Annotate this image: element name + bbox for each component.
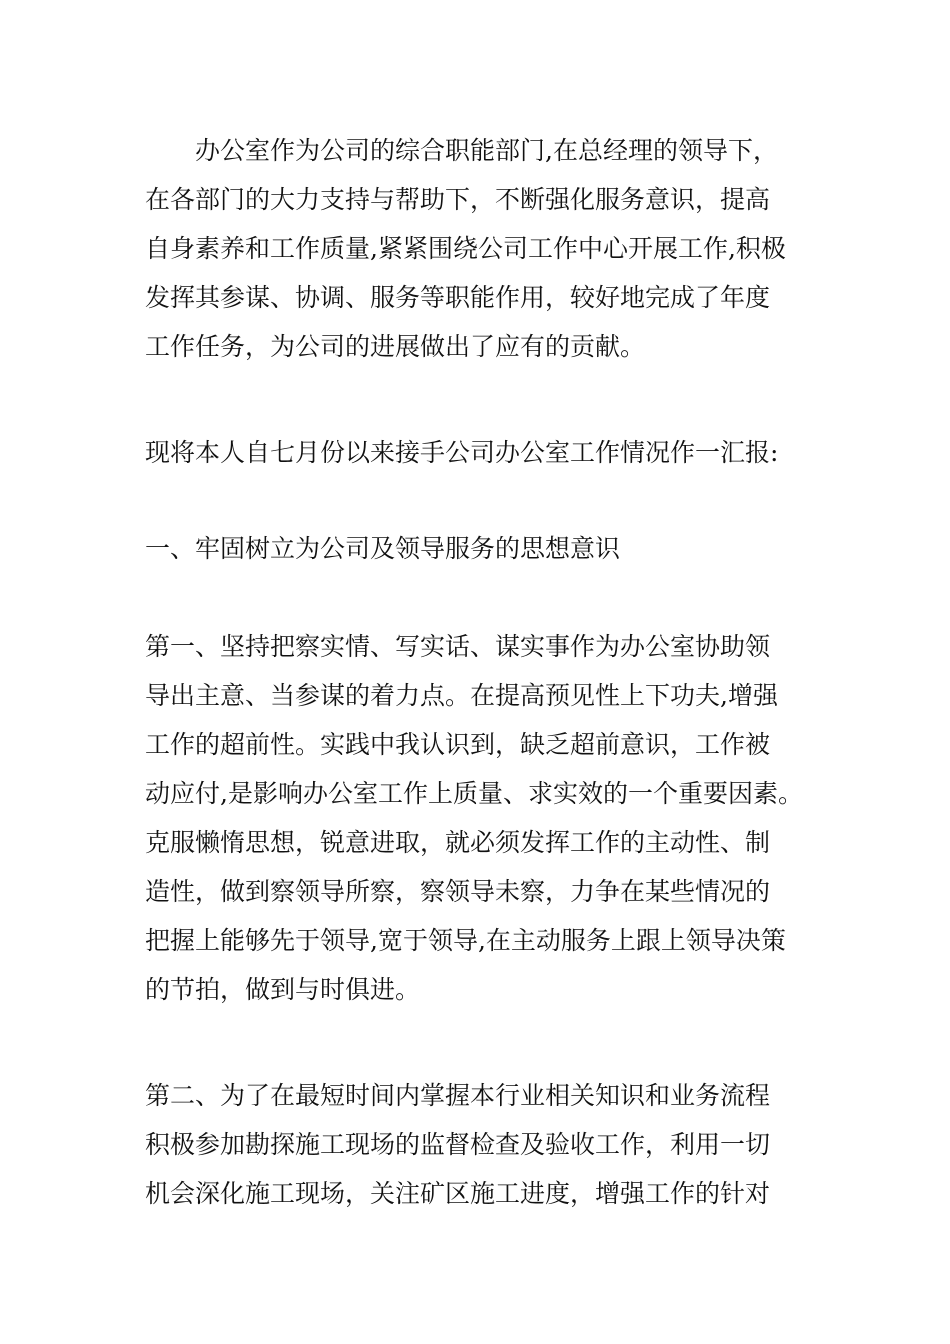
paragraph-3-line-6: 造性，做到察领导所察，察领导未察，力争在某些情况的 xyxy=(145,877,771,906)
paragraph-1-line-4: 发挥其参谋、协调、服务等职能作用，较好地完成了年度 xyxy=(145,283,771,312)
paragraph-3-line-7: 把握上能够先于领导,宽于领导,在主动服务上跟上领导决策 xyxy=(145,926,786,955)
paragraph-4-line-3: 机会深化施工现场，关注矿区施工进度，增强工作的针对 xyxy=(145,1179,771,1208)
paragraph-3-line-4: 动应付,是影响办公室工作上质量、求实效的一个重要因素。 xyxy=(145,779,803,808)
paragraph-3-line-5: 克服懒惰思想，锐意进取，就必须发挥工作的主动性、制 xyxy=(145,828,771,857)
paragraph-1-line-3: 自身素养和工作质量,紧紧围绕公司工作中心开展工作,积极 xyxy=(145,234,786,263)
paragraph-4-line-1: 第二、为了在最短时间内掌握本行业相关知识和业务流程 xyxy=(145,1081,771,1110)
section-heading: 一、牢固树立为公司及领导服务的思想意识 xyxy=(145,534,621,563)
paragraph-3-line-8: 的节拍，做到与时俱进。 xyxy=(145,975,421,1004)
paragraph-1-line-2: 在各部门的大力支持与帮助下，不断强化服务意识，提高 xyxy=(145,185,771,214)
paragraph-3-line-1: 第一、坚持把察实情、写实话、谋实事作为办公室协助领 xyxy=(145,632,771,661)
paragraph-3-line-3: 工作的超前性。实践中我认识到，缺乏超前意识，工作被 xyxy=(145,730,771,759)
paragraph-3-line-2: 导出主意、当参谋的着力点。在提高预见性上下功夫,增强 xyxy=(145,681,778,710)
paragraph-4-line-2: 积极参加勘探施工现场的监督检查及验收工作，利用一切 xyxy=(145,1130,771,1159)
paragraph-1-line-1: 办公室作为公司的综合职能部门,在总经理的领导下， xyxy=(195,136,778,165)
paragraph-2-line-1: 现将本人自七月份以来接手公司办公室工作情况作一汇报: xyxy=(145,438,779,467)
paragraph-1-line-5: 工作任务，为公司的进展做出了应有的贡献。 xyxy=(145,332,646,361)
